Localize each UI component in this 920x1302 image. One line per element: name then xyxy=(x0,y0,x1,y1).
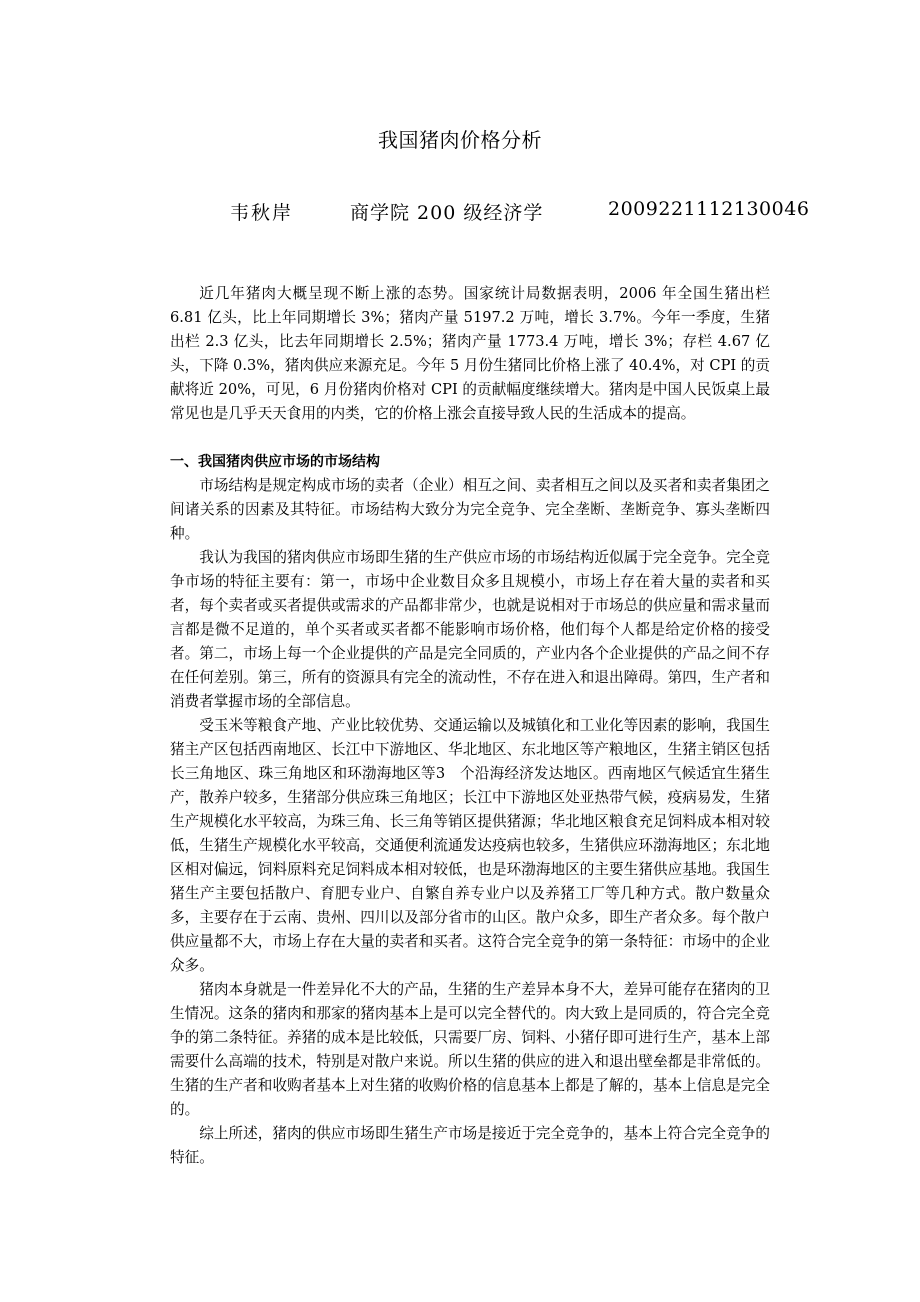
document-body xyxy=(170,282,770,1170)
department-label: 商学院 200 级经济学 xyxy=(350,202,544,224)
body-paragraph: 猪肉本身就是一件差异化不大的产品，生猪的生产差异本身不大，差异可能存在猪肉的卫生情况。这条的猪肉和那家的猪肉基本上是可以完全替代的。肉大致上是同质的，符合完全竞争的第二条特征。养猪的成本是比较低，只需要厂房、饲料、小猪仔即可进行生产，基本上部需要什么高端的技术，特别是对散户来说。所以生猪的供应的进入和退出壁垒都是非常低的。生猪的生产者和收购者基本上对生猪的收购价格的信息基本上都是了解的，基本上信息是完全的。 xyxy=(170,981,770,1118)
body-paragraph: 受玉米等粮食产地、产业比较优势、交通运输以及城镇化和工业化等因素的影响，我国生猪主产区包括西南地区、长江中下游地区、华北地区、东北地区等产粮地区，生猪主销区包括长三角地区、珠三角地区和环渤海地区等3 个沿海经济发达地区。西南地区气候适宜生猪生产，散养户较多，生猪部分供应珠三角地区；长江中下游地区处亚热带气候，疫病易发，生猪生产规模化水平较高，为珠三角、长三角等销区提供猪源；华北地区粮食充足饲料成本相对较低，生猪生产规模化水平较高，交通便利流通发达疫病也较多，生猪供应环渤海地区；东北地区相对偏远，饲料原料充足饲料成本相对较低，也是环渤海地区的主要生猪供应基地。我国生猪生产主要包括散户、育肥专业户、自繁自养专业户以及养猪工厂等几种方式。散户数量众多，主要存在于云南、贵州、四川以及部分省市的山区。散户众多，即生产者众多。每个散户供应量都不大，市场上存在大量的卖者和买者。这符合完全竞争的第一条特征：市场中的企业众多。 xyxy=(170,717,770,974)
document-title: 我国猪肉价格分析 xyxy=(378,128,542,152)
body-paragraph: 综上所述，猪肉的供应市场即生猪生产市场是接近于完全竞争的，基本上符合完全竞争的特征。 xyxy=(170,1125,770,1166)
intro-paragraph: 近几年猪肉大概呈现不断上涨的态势。国家统计局数据表明，2006 年全国生猪出栏 6.81 亿头，比上年同期增长 3%；猪肉产量 5197.2 万吨，增长 3.7%。今年一季度，生猪出栏 2.3 亿头，比去年同期增长 2.5%；猪肉产量 1773.4 万吨，增长 3%；存栏 4.67 亿头，下降 0.3%，猪肉供应来源充足。今年 5 月份生猪同比价格上涨了 40.4%，对 CPI 的贡献将近 20%，可见，6 月份猪肉价格对 CPI 的贡献幅度继续增大。猪肉是中国人民饭桌上最常见也是几乎天天食用的内类，它的价格上涨会直接导致人民的生活成本的提高。 xyxy=(170,285,770,422)
body-paragraph: 我认为我国的猪肉供应市场即生猪的生产供应市场的市场结构近似属于完全竞争。完全竞争市场的特征主要有：第一，市场中企业数目众多且规模小，市场上存在着大量的卖者和买者，每个卖者或买者提供或需求的产品都非常少，也就是说相对于市场总的供应量和需求量而言都是微不足道的，单个买者或买者都不能影响市场价格，他们每个人都是给定价格的接受者。第二，市场上每一个企业提供的产品是完全同质的，产业内各个企业提供的产品之间不存在任何差别。第三，所有的资源具有完全的流动性，不存在进入和退出障碍。第四，生产者和消费者掌握市场的全部信息。 xyxy=(170,549,770,710)
author-name: 韦秋岸 xyxy=(230,202,294,224)
student-id: 2009221112130046 xyxy=(608,198,810,220)
body-paragraph: 市场结构是规定构成市场的卖者（企业）相互之间、卖者相互之间以及买者和卖者集团之间诸关系的因素及其特征。市场结构大致分为完全竞争、完全垄断、垄断竞争、寡头垄断四种。 xyxy=(170,477,770,542)
section-heading: 一、我国猪肉供应市场的市场结构 xyxy=(170,454,380,470)
